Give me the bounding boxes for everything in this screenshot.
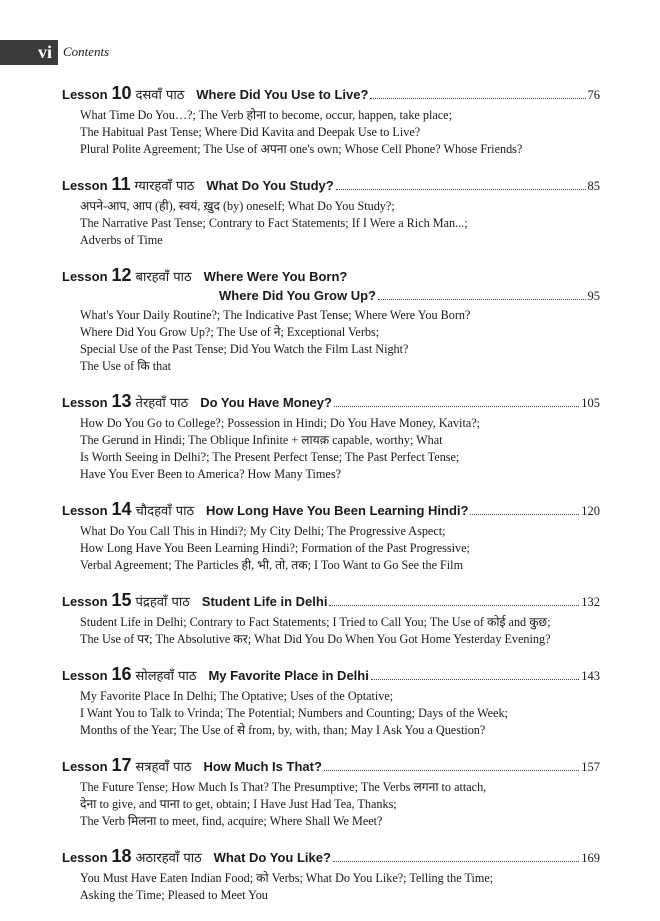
table-of-contents bbox=[62, 84, 600, 921]
toc-entry-lesson-14 bbox=[62, 500, 600, 574]
lesson-number: 17 bbox=[111, 755, 132, 775]
topic-line: My Favorite Place In Delhi; The Optative; Uses of the Optative; bbox=[80, 689, 394, 703]
topic-line: Asking the Time; Pleased to Meet You bbox=[80, 888, 268, 902]
toc-entry-lesson-13 bbox=[62, 392, 600, 483]
toc-entry-lesson-17 bbox=[62, 756, 600, 830]
dot-leader bbox=[370, 97, 585, 99]
topic-line: Is Worth Seeing in Delhi?; The Present Perfect Tense; The Past Perfect Tense; bbox=[80, 450, 460, 464]
topic-line: Student Life in Delhi; Contrary to Fact Statements; I Tried to Call You; The Use of कोई and कुछ; bbox=[80, 615, 551, 629]
lesson-heading bbox=[62, 847, 600, 868]
topic-line: अपने-आप, आप (ही), स्वयं, ख़ुद (by) oneself; What Do You Study?; bbox=[80, 199, 395, 213]
page-number: 85 bbox=[587, 179, 600, 193]
lesson-number: 16 bbox=[111, 664, 132, 684]
topic-line: The Use of कि that bbox=[80, 359, 172, 373]
dot-leader bbox=[371, 678, 579, 680]
lesson-title-line-2: Where Did You Grow Up? bbox=[219, 288, 376, 303]
lesson-topics bbox=[62, 415, 600, 483]
lesson-hindi-title: ग्यारहवाँ पाठ bbox=[134, 179, 195, 194]
lesson-topics bbox=[62, 523, 600, 574]
toc-entry-lesson-12 bbox=[62, 266, 600, 375]
topic-line: The Verb मिलना to meet, find, acquire; Where Shall We Meet? bbox=[80, 814, 383, 828]
lesson-title: Where Were You Born? bbox=[203, 269, 348, 284]
page-number: 76 bbox=[587, 88, 600, 102]
topic-line: How Do You Go to College?; Possession in Hindi; Do You Have Money, Kavita?; bbox=[80, 416, 481, 430]
topic-line: What's Your Daily Routine?; The Indicative Past Tense; Where Were You Born? bbox=[80, 308, 471, 322]
lesson-number: 14 bbox=[111, 499, 132, 519]
topic-line: You Must Have Eaten Indian Food; को Verbs; What Do You Like?; Telling the Time; bbox=[80, 871, 494, 885]
topic-line: The Gerund in Hindi; The Oblique Infinite + लायक़ capable, worthy; What bbox=[80, 433, 443, 447]
lesson-number: 15 bbox=[111, 590, 132, 610]
page-number: 120 bbox=[581, 504, 600, 518]
lesson-title: Do You Have Money? bbox=[200, 395, 332, 410]
lesson-hindi-title: अठारहवाँ पाठ bbox=[135, 851, 202, 866]
page-number: 132 bbox=[581, 595, 600, 609]
lesson-label: Lesson bbox=[62, 668, 108, 683]
lesson-heading bbox=[62, 175, 600, 196]
lesson-topics bbox=[62, 779, 600, 830]
topic-line: The Use of पर; The Absolutive कर; What Did You Do When You Got Home Yesterday Evening? bbox=[80, 632, 551, 646]
lesson-number: 18 bbox=[111, 846, 132, 866]
lesson-topics bbox=[62, 107, 600, 158]
topic-line: Special Use of the Past Tense; Did You Watch the Film Last Night? bbox=[80, 342, 409, 356]
dot-leader bbox=[334, 405, 579, 407]
lesson-label: Lesson bbox=[62, 503, 108, 518]
lesson-heading bbox=[62, 392, 600, 413]
topic-line: देना to give, and पाना to get, obtain; I Have Just Had Tea, Thanks; bbox=[80, 797, 397, 811]
lesson-title: My Favorite Place in Delhi bbox=[208, 668, 369, 683]
topic-line: Months of the Year; The Use of से from, by, with, than; May I Ask You a Question? bbox=[80, 723, 486, 737]
lesson-label: Lesson bbox=[62, 178, 108, 193]
toc-entry-lesson-18 bbox=[62, 847, 600, 904]
lesson-number: 13 bbox=[111, 391, 132, 411]
page-number: 143 bbox=[581, 669, 600, 683]
toc-entry-lesson-15 bbox=[62, 591, 600, 648]
topic-line: Have You Ever Been to America? How Many Times? bbox=[80, 467, 341, 481]
lesson-topics bbox=[62, 198, 600, 249]
lesson-hindi-title: चौदहवाँ पाठ bbox=[135, 504, 195, 519]
lesson-heading bbox=[62, 500, 600, 521]
toc-entry-lesson-10 bbox=[62, 84, 600, 158]
lesson-number: 11 bbox=[111, 174, 131, 194]
lesson-hindi-title: सत्रहवाँ पाठ bbox=[135, 760, 192, 775]
page-number: 95 bbox=[587, 289, 600, 303]
topic-line: The Habitual Past Tense; Where Did Kavita and Deepak Use to Live? bbox=[80, 125, 421, 139]
lesson-hindi-title: सोलहवाँ पाठ bbox=[135, 669, 197, 684]
dot-leader bbox=[324, 769, 579, 771]
topic-line: Where Did You Grow Up?; The Use of ने; Exceptional Verbs; bbox=[80, 325, 380, 339]
lesson-topics bbox=[62, 688, 600, 739]
lesson-label: Lesson bbox=[62, 759, 108, 774]
toc-entry-lesson-16 bbox=[62, 665, 600, 739]
page-number-badge: vi bbox=[0, 40, 58, 65]
toc-entry-lesson-11 bbox=[62, 175, 600, 249]
lesson-topics bbox=[62, 614, 600, 648]
lesson-label: Lesson bbox=[62, 87, 108, 102]
topic-line: How Long Have You Been Learning Hindi?; Formation of the Past Progressive; bbox=[80, 541, 470, 555]
page-number: 169 bbox=[581, 851, 600, 865]
page-number: 105 bbox=[581, 396, 600, 410]
page-number: 157 bbox=[581, 760, 600, 774]
lesson-hindi-title: पंद्रहवाँ पाठ bbox=[135, 595, 190, 610]
dot-leader bbox=[329, 604, 579, 606]
lesson-heading bbox=[62, 84, 600, 105]
lesson-number: 12 bbox=[111, 265, 132, 285]
topic-line: What Do You Call This in Hindi?; My City Delhi; The Progressive Aspect; bbox=[80, 524, 446, 538]
lesson-title: How Long Have You Been Learning Hindi? bbox=[206, 503, 469, 518]
dot-leader bbox=[470, 513, 579, 515]
lesson-hindi-title: तेरहवाँ पाठ bbox=[135, 396, 189, 411]
lesson-title: How Much Is That? bbox=[203, 759, 322, 774]
lesson-heading bbox=[62, 591, 600, 612]
topic-line: Verbal Agreement; The Particles ही, भी, तो, तक; I Too Want to Go See the Film bbox=[80, 558, 464, 572]
lesson-label: Lesson bbox=[62, 594, 108, 609]
topic-line: The Future Tense; How Much Is That? The Presumptive; The Verbs लगना to attach, bbox=[80, 780, 487, 794]
lesson-heading bbox=[62, 665, 600, 686]
running-header-title: Contents bbox=[63, 44, 110, 59]
lesson-label: Lesson bbox=[62, 395, 108, 410]
lesson-topics bbox=[62, 870, 600, 904]
lesson-title: Student Life in Delhi bbox=[201, 594, 328, 609]
lesson-title: Where Did You Use to Live? bbox=[196, 87, 369, 102]
lesson-heading-continued bbox=[62, 287, 600, 305]
lesson-label: Lesson bbox=[62, 850, 108, 865]
lesson-title: What Do You Study? bbox=[206, 178, 334, 193]
lesson-number: 10 bbox=[111, 83, 132, 103]
topic-line: What Time Do You…?; The Verb होना to become, occur, happen, take place; bbox=[80, 108, 452, 122]
lesson-label: Lesson bbox=[62, 269, 108, 284]
topic-line: The Narrative Past Tense; Contrary to Fact Statements; If I Were a Rich Man...; bbox=[80, 216, 468, 230]
dot-leader bbox=[336, 188, 586, 190]
topic-line: I Want You to Talk to Vrinda; The Potential; Numbers and Counting; Days of the Week; bbox=[80, 706, 508, 720]
lesson-topics bbox=[62, 307, 600, 375]
lesson-heading bbox=[62, 756, 600, 777]
topic-line: Plural Polite Agreement; The Use of अपना one's own; Whose Cell Phone? Whose Friends? bbox=[80, 142, 523, 156]
topic-line: Adverbs of Time bbox=[80, 233, 163, 247]
lesson-hindi-title: दसवाँ पाठ bbox=[135, 88, 185, 103]
lesson-heading bbox=[62, 266, 600, 287]
dot-leader bbox=[378, 298, 586, 300]
lesson-hindi-title: बारहवाँ पाठ bbox=[135, 270, 192, 285]
dot-leader bbox=[333, 860, 579, 862]
lesson-title: What Do You Like? bbox=[213, 850, 331, 865]
